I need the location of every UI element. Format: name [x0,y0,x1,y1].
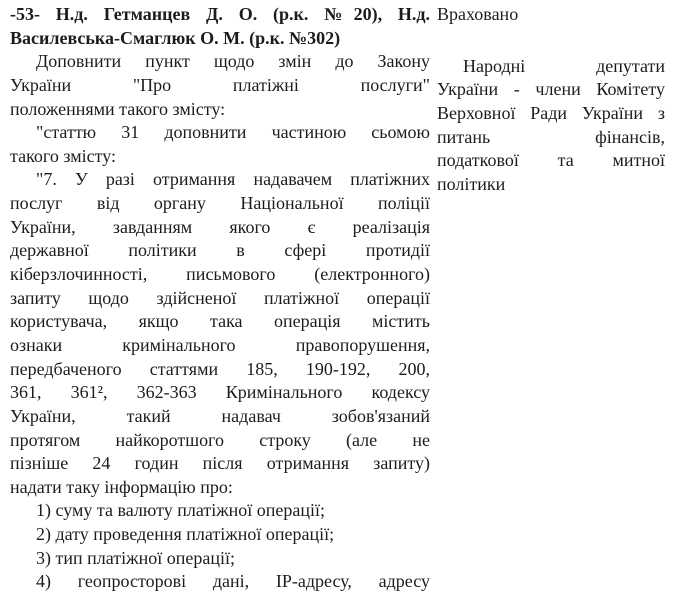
text-line: України "Про платіжні послуги" [10,74,430,95]
list-item: 3) тип платіжної операції; [36,547,235,568]
text-line: такого змісту: [10,145,116,166]
text-line: -53- Н.д. Гетманцев Д. О. (р.к. №20), Н.д. [10,4,430,24]
text-line: політики [437,173,506,194]
text-line: надати таку інформацію про: [10,476,233,497]
amendment-paragraph [10,168,430,499]
text-line: України - члени Комітету [437,79,665,100]
text-line: питань фінансів, [437,126,665,147]
text-line: України, завданням якого є реалізація [10,216,430,237]
text-line: кіберзлочинності, письмового (електронного) [10,264,430,285]
text-line: пізніше 24 годин після отримання запиту) [10,453,430,474]
text-line: передбаченого статтями 185, 190-192, 200, [10,358,430,379]
text-line: "статтю 31 доповнити частиною сьомою [36,122,430,143]
text-line: ознаки кримінального правопорушення, [10,334,430,355]
text-line: Верховної Ради України з [437,102,665,123]
text-line: податкової та митної [437,150,665,171]
text-line: Василевська-Смаглюк О. М. (р.к. №302) [10,27,341,48]
list-item: 4) геопросторові дані, IP-адресу, адресу [36,571,430,592]
amendment-column [10,3,430,594]
text-line: "7. У разі отримання надавачем платіжних [36,169,430,190]
text-line: запиту щодо здійсненої платіжної операції [10,287,430,308]
amendment-paragraph [10,50,430,121]
text-line: послуг від органу Національної поліції [10,193,430,214]
text-line: Доповнити пункт щодо змін до Закону [36,51,430,72]
amendment-paragraph [10,121,430,168]
text-line: положеннями такого змісту: [10,98,226,119]
text-line: державної політики в сфері протидії [10,240,430,261]
list-item: 1) суму та валюту платіжної операції; [36,500,326,521]
text-line: 361, 361², 362-363 Кримінального кодексу [10,382,430,403]
amendment-list [10,499,430,594]
text-line: користувача, якщо така операція містить [10,311,430,332]
decision-authors-paragraph [437,55,665,197]
decision-column [437,3,665,594]
decision-status: Враховано [437,4,519,24]
list-item: 2) дату проведення платіжної операції; [36,524,335,545]
amendment-heading [10,3,430,50]
text-line: Народні депутати [463,55,665,76]
text-line: України, такий надавач зобов'язаний [10,405,430,426]
text-line: протягом найкоротшого строку (але не [10,429,430,450]
